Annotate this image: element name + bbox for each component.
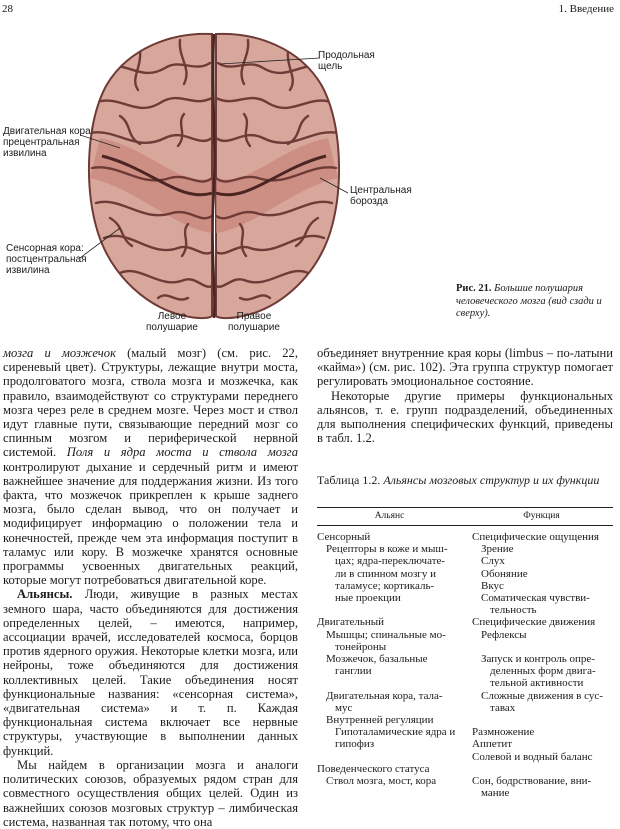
- table-cell-line: тельной активности: [490, 677, 584, 690]
- table-column-functions: [472, 531, 613, 799]
- column-header-function: Функция: [523, 511, 560, 521]
- table-cell-line: Внутренней регуляции: [326, 714, 434, 727]
- paragraph: мозга и мозжечок (малый мозг) (см. рис. 22, сиреневый цвет). Структуры, лежащие внутри моста, продолговатого мозга, ствола мозга и мозжечка, как правило, взаимодействуют со структурами переднего мозга через реле в среднем мозге. Через мост и ствол идут главные пути, связывающие передний мозг со спинным мозгом и периферической нервной системой. Поля и ядра моста и ствола мозга контролируют дыхание и сердечный ритм и имеют важнейшее значение для поддержания жизни. Из того факта, что мозжечок прикреплен к крыше заднего мозга, было сделан вывод, что он получает и модифицирует информацию о положении тела и конечностей, прежде чем эта информация поступит в таламус или кору. В мозжечке хранятся основные программы усвоенных двигательных реакций, которые могут потребоваться двигательной коре.: [3, 346, 298, 588]
- table-cell-line: Слух: [481, 555, 505, 568]
- column-header-alliance: Альянс: [374, 511, 405, 521]
- table-cell-line: Ствол мозга, мост, кора: [326, 775, 437, 788]
- table-top-rule: [317, 507, 613, 508]
- paragraph: Мы найдем в организации мозга и аналоги политических союзов, образуемых рядом стран для совместного осуществления общих целей. Один из важнейших союзов мозговых структур – лимбическая система, названная так потому, что она: [3, 757, 298, 829]
- table-cell-line: тельность: [490, 604, 537, 617]
- table-cell-line: Мозжечок, базальные: [326, 653, 428, 666]
- table-cell-line: Рефлексы: [481, 628, 527, 641]
- table-header-rule: [317, 525, 613, 526]
- table-cell-line: [472, 714, 613, 726]
- paragraph: объединяет внутренние края коры (limbus – по-латыни «кайма») (см. рис. 102). Эта группа структур помогает регулировать эмоциональное состояние.: [317, 346, 613, 389]
- section-title: 1. Введение: [558, 3, 614, 15]
- table-cell-line: Сенсорный: [317, 531, 371, 543]
- table-cell-line: Сон, бодрствование, вни-: [472, 775, 592, 788]
- table-cell-line: [317, 751, 469, 763]
- table-cell-line: [317, 604, 469, 616]
- table-cell-line: Мышцы; спинальные мо-: [326, 628, 446, 641]
- table-cell-line: Зрение: [481, 543, 514, 556]
- table-cell-line: ганглии: [335, 665, 372, 678]
- table-cell-line: Двигательная кора, тала-: [326, 689, 443, 702]
- table-cell-line: Обоняние: [481, 567, 528, 580]
- table-cell-line: [317, 677, 469, 689]
- table-cell-line: Сложные движения в сус-: [481, 689, 603, 702]
- table-cell-line: Запуск и контроль опре-: [481, 653, 595, 666]
- table-cell-line: Специфические ощущения: [472, 531, 599, 543]
- table-cell-line: ли в спинном мозгу и: [335, 567, 436, 580]
- table-cell-line: тонейроны: [335, 640, 387, 653]
- paragraph: Некоторые другие примеры функциональных альянсов, т. е. групп подразделений, объединенных для выполнения специфических функций, приведены в табл. 1.2.: [317, 388, 613, 446]
- table-cell-line: Аппетит: [472, 738, 513, 751]
- table-cell-line: цах; ядра-переключате-: [335, 555, 446, 568]
- table-cell-line: Соматическая чувстви-: [481, 592, 590, 605]
- table-cell-line: ные проекции: [335, 592, 401, 605]
- table-caption: Таблица 1.2. Альянсы мозговых структур и их функции: [317, 473, 600, 487]
- table-cell-line: тавах: [490, 701, 516, 714]
- label-right-hemisphere: Правое полушарие: [228, 311, 280, 333]
- table-cell-line: Рецепторы в коже и мыш-: [326, 543, 448, 556]
- left-column: [3, 346, 298, 829]
- table-cell-line: Специфические движения: [472, 616, 596, 629]
- table-cell-line: Гипоталамические ядра и: [335, 726, 456, 739]
- brain-illustration: [80, 28, 348, 320]
- table-cell-line: [472, 641, 613, 653]
- table-cell-line: гипофиз: [335, 738, 375, 751]
- label-central-sulcus: Центральная борозда: [350, 185, 412, 207]
- paragraph-alliances: Альянсы. Люди, живущие в разных местах земного шара, часто объединяются для достижения определенных целей, – имеются, например, ассоциации врачей, исследователей космоса, борцов против ядерного оружия. Некоторые клетки мозга, или нейроны, тоже объединяются для достижения коллективных целей. Такие объединения носят функциональные названия: «сенсорная система», «двигательная система» и т. п. Каждая функциональная система включает все нервные структуры, участвующие в выполнении данных функций.: [3, 587, 298, 758]
- table-cell-line: Размножение: [472, 726, 535, 739]
- right-column: [317, 346, 613, 445]
- table-column-alliances: [317, 531, 469, 787]
- label-motor-cortex: Двигательная кора: прецентральная извилина: [3, 126, 94, 159]
- table-cell-line: [472, 763, 613, 775]
- label-longitudinal-fissure: Продольная щель: [318, 50, 375, 72]
- label-left-hemisphere: Левое полушарие: [146, 311, 198, 333]
- table-cell-line: Поведенческого статуса: [317, 762, 430, 775]
- label-sensory-cortex: Сенсорная кора: постцентральная извилина: [6, 243, 87, 276]
- table-cell-line: Двигательный: [317, 616, 385, 629]
- page-number: 28: [2, 3, 13, 15]
- table-cell-line: мание: [481, 787, 510, 800]
- table-cell-line: мус: [335, 701, 353, 714]
- table-cell-line: деленных форм двига-: [490, 665, 596, 678]
- figure-caption: Рис. 21. Большие полушария человеческого мозга (вид сзади и сверху).: [456, 283, 602, 319]
- table-cell-line: таламусе; кортикаль-: [335, 579, 435, 592]
- table-cell-line: Вкус: [481, 579, 504, 592]
- table-cell-line: Солевой и водный баланс: [472, 750, 593, 763]
